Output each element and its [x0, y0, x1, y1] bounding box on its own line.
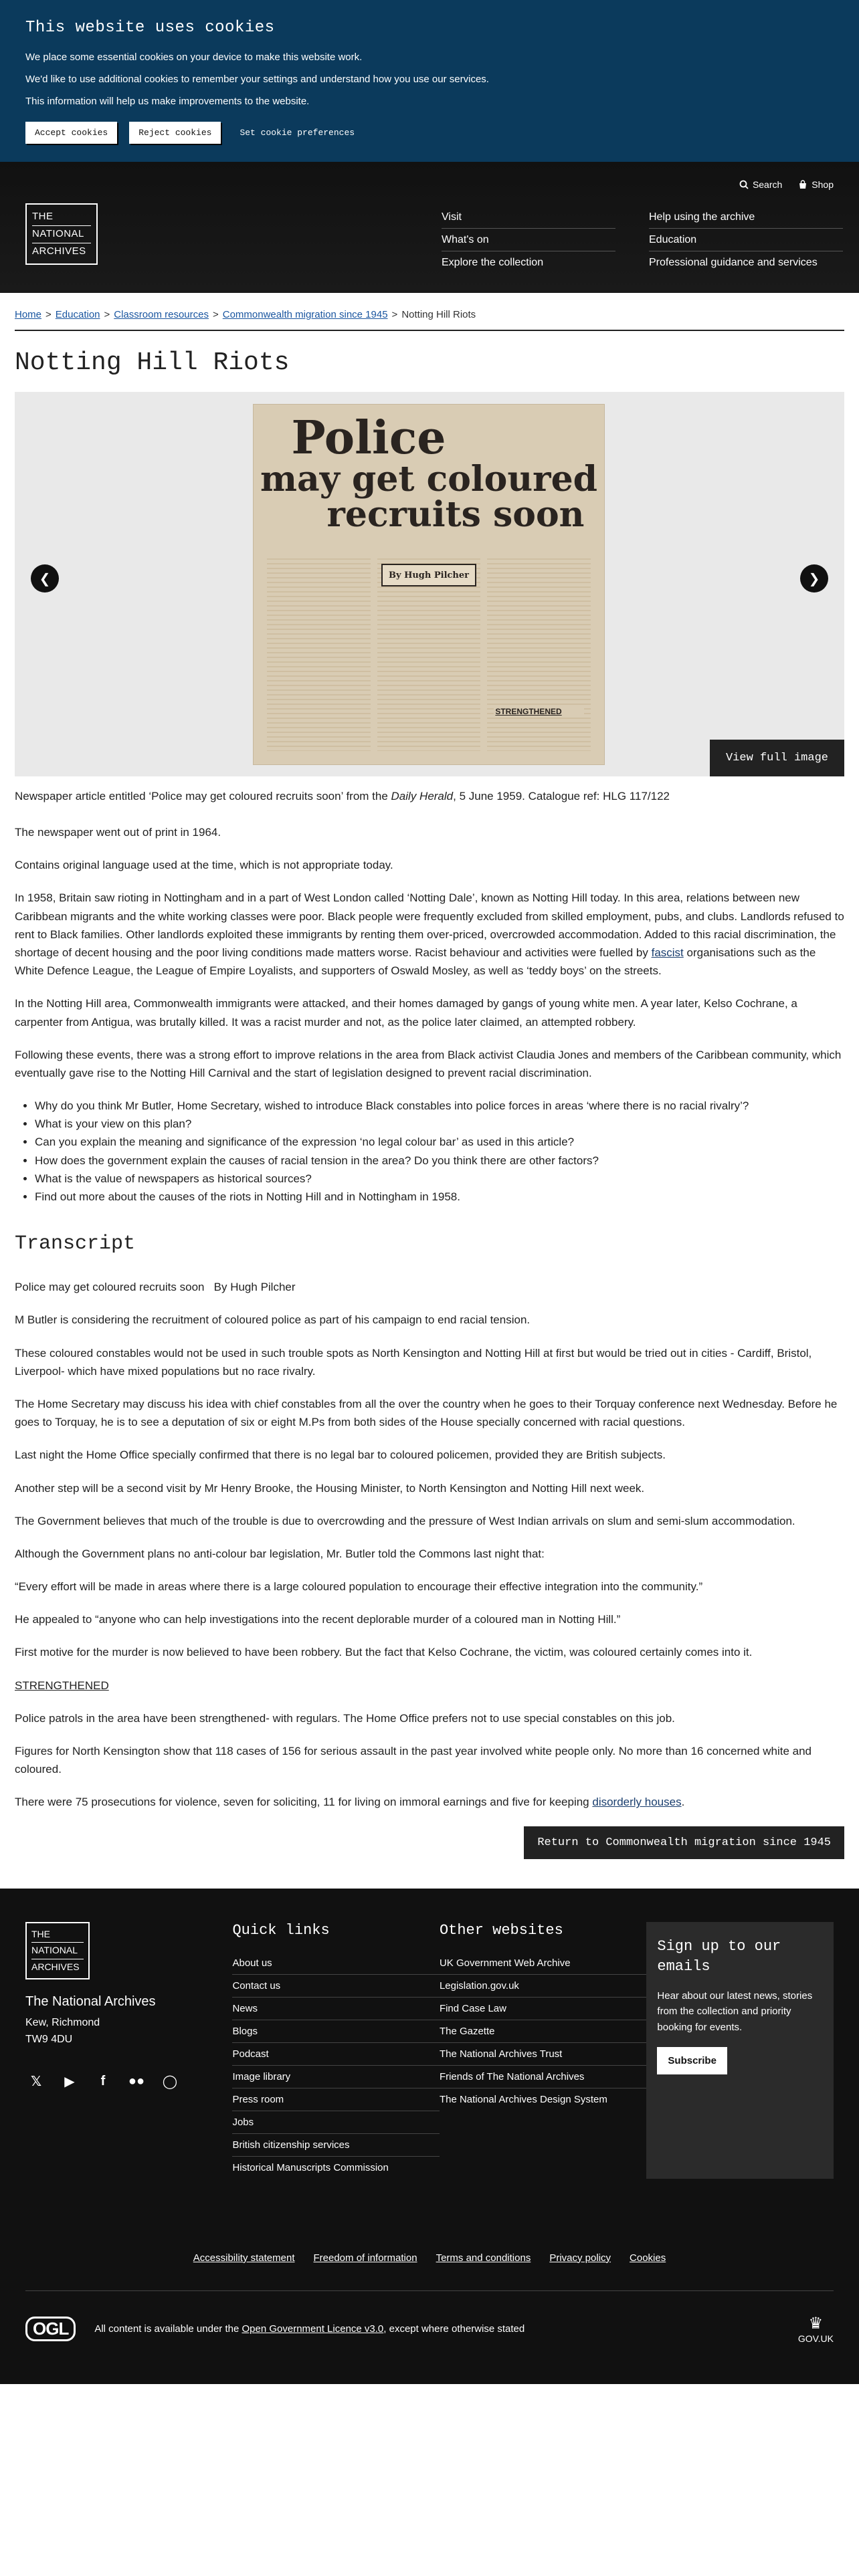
transcript-subhead: STRENGTHENED: [15, 1679, 109, 1692]
transcript-paragraph: Police patrols in the area have been strengthened- with regulars. The Home Office prefers not to use special constables on this job.: [15, 1711, 675, 1725]
page-title: Notting Hill Riots: [15, 348, 290, 377]
language-note: Contains original language used at the time, which is not appropriate today.: [15, 859, 393, 872]
footer-link[interactable]: Legislation.gov.uk: [440, 1975, 646, 1998]
legal-link[interactable]: Freedom of information: [313, 2252, 417, 2264]
breadcrumb-commonwealth-migration[interactable]: Commonwealth migration since 1945: [222, 309, 388, 320]
footer-link[interactable]: Image library: [232, 2066, 439, 2088]
context-paragraph: [15, 889, 844, 980]
transcript-paragraph: First motive for the murder is now believed to have been robbery. But the fact that Kelso Cochrane, the victim, was coloured certainly comes into it.: [15, 1646, 753, 1659]
breadcrumb-current: Notting Hill Riots: [401, 309, 476, 320]
breadcrumb-education[interactable]: Education: [55, 309, 100, 320]
accept-cookies-button[interactable]: Accept cookies: [25, 122, 117, 144]
newspaper-byline: By Hugh Pilcher: [381, 564, 477, 586]
caption-newspaper: Daily Herald: [391, 790, 454, 802]
transcript-paragraph: The Home Secretary may discuss his idea with chief constables from all the over the country when he goes to their Torquay conference next Wednesday. Before he goes to Torquay, he is to see a deputation of six or eight M.Ps from both sides of the House specially concerned with racial questions.: [15, 1397, 838, 1429]
signup-title: Sign up to our emails: [657, 1937, 781, 1975]
footer-link[interactable]: About us: [232, 1952, 439, 1975]
question-item: • What is your view on this plan?: [35, 1115, 844, 1133]
logo-line: NATIONAL: [31, 1943, 84, 1959]
question-item: • How does the government explain the causes of racial tension in the area? Do you think there are other factors?: [35, 1152, 844, 1170]
breadcrumb-separator: >: [212, 309, 219, 320]
paragraph-text: organisations such as the White Defence League, the League of Empire Loyalists, and supporters of Oswald Mosley, as well as ‘teddy boys’ on the streets.: [15, 946, 816, 978]
footer-link[interactable]: The Gazette: [440, 2020, 646, 2043]
transcript-paragraph: Although the Government plans no anti-colour bar legislation, Mr. Butler told the Commons last night that:: [15, 1547, 545, 1560]
headline-line: Police: [291, 411, 446, 465]
nav-item-explore[interactable]: Explore the collection: [442, 257, 544, 268]
shopping-bag-icon: [798, 180, 807, 189]
transcript-paragraph: Another step will be a second visit by Mr Henry Brooke, the Housing Minister, to North Kensington and Notting Hill next week.: [15, 1481, 645, 1495]
address-line: Kew, Richmond: [25, 2017, 100, 2029]
breadcrumb-separator: >: [45, 309, 52, 320]
nav-item-education[interactable]: Education: [649, 229, 843, 251]
licence-text: [94, 2323, 524, 2335]
return-button[interactable]: Return to Commonwealth migration since 1945: [524, 1826, 844, 1859]
cookie-preferences-link[interactable]: Set cookie preferences: [240, 128, 355, 138]
footer-link[interactable]: The National Archives Trust: [440, 2043, 646, 2066]
instagram-icon[interactable]: ◯: [162, 2074, 178, 2090]
crown-icon: ♛: [808, 2314, 824, 2333]
primary-nav-column-2: [649, 206, 843, 274]
question-item: • Find out more about the causes of the riots in Notting Hill and in Nottingham in 1958.: [35, 1188, 844, 1206]
logo-line: ARCHIVES: [31, 1961, 80, 1972]
quick-links-title: Quick links: [232, 1921, 330, 1939]
footer-link[interactable]: Find Case Law: [440, 1998, 646, 2020]
social-links: [25, 2071, 232, 2092]
footer-link[interactable]: Podcast: [232, 2043, 439, 2066]
utility-nav: [739, 179, 834, 190]
fascist-glossary-link[interactable]: fascist: [651, 946, 684, 959]
transcript-paragraph: These coloured constables would not be used in such trouble spots as North Kensington and Notting Hill at first but would be tried out in cities - Cardiff, Bristol, Liverpool- which have mixed populations but no race rivalry.: [15, 1346, 812, 1378]
licence-prefix: All content is available under the: [94, 2323, 242, 2335]
footer-link[interactable]: Historical Manuscripts Commission: [232, 2161, 389, 2173]
logo-line: THE: [31, 1927, 84, 1943]
question-item: • Why do you think Mr Butler, Home Secretary, wished to introduce Black constables into police forces in areas ‘where there is no racial rivalry’?: [35, 1097, 844, 1115]
footer-link[interactable]: Press room: [232, 2088, 439, 2111]
signup-text: Hear about our latest news, stories from the collection and priority booking for events.: [657, 1990, 813, 2033]
breadcrumb-separator: >: [391, 309, 398, 320]
footer-link[interactable]: Jobs: [232, 2111, 439, 2134]
govuk-logo[interactable]: [798, 2314, 834, 2344]
facebook-icon[interactable]: f: [100, 2074, 106, 2089]
shop-label: Shop: [812, 179, 834, 190]
caption-text: Newspaper article entitled ‘Police may get coloured recruits soon’ from the: [15, 790, 391, 802]
transcript-paragraph: [15, 1793, 844, 1811]
nav-item-professional[interactable]: Professional guidance and services: [649, 257, 818, 268]
reject-cookies-button[interactable]: Reject cookies: [129, 122, 221, 144]
question-item: • Can you explain the meaning and significance of the expression ‘no legal colour bar’ as used in this article?: [35, 1133, 844, 1151]
transcript-paragraph: Police may get coloured recruits soon By Hugh Pilcher: [15, 1281, 296, 1294]
paragraph-text: .: [681, 1796, 685, 1809]
search-link[interactable]: [739, 179, 782, 190]
nav-item-whats-on[interactable]: What's on: [442, 229, 615, 251]
footer-link[interactable]: Contact us: [232, 1975, 439, 1998]
transcript-paragraph: M Butler is considering the recruitment of coloured police as part of his campaign to end racial tension.: [15, 1313, 531, 1327]
logo-line: ARCHIVES: [32, 245, 86, 257]
context-paragraph: Following these events, there was a strong effort to improve relations in the area from Black activist Claudia Jones and members of the Caribbean community, which eventually gave rise to the Notting Hill Carnival and the start of legislation designed to prevent racial discrimination.: [15, 1048, 842, 1079]
transcript-paragraph: Figures for North Kensington show that 118 cases of 156 for serious assault in the past year involved white people only. No more than 16 concerned white and coloured.: [15, 1745, 812, 1776]
site-header: [0, 162, 859, 293]
search-icon: [739, 180, 749, 189]
headline-line: recruits soon: [326, 494, 585, 536]
headline-line: may get coloured: [260, 459, 598, 500]
out-of-print-note: The newspaper went out of print in 1964.: [15, 826, 221, 839]
cookie-title: This website uses cookies: [25, 19, 275, 37]
footer-link[interactable]: News: [232, 1998, 439, 2020]
x-twitter-icon[interactable]: 𝕏: [30, 2074, 42, 2090]
transcript-heading: Transcript: [15, 1232, 136, 1256]
return-wrap: [15, 1826, 844, 1859]
flickr-icon[interactable]: ●●: [128, 2074, 145, 2089]
breadcrumb-classroom-resources[interactable]: Classroom resources: [114, 309, 209, 320]
newspaper-image[interactable]: [253, 404, 605, 765]
chevron-right-icon: ❯: [808, 571, 820, 586]
footer-logo[interactable]: [25, 1922, 90, 1980]
footer-address: [25, 2015, 232, 2048]
nav-item-help[interactable]: Help using the archive: [649, 206, 843, 229]
transcript-paragraph: The Government believes that much of the trouble is due to overcrowding and the pressure of West Indian arrivals on slum and semi-slum accommodation.: [15, 1514, 795, 1527]
transcript-paragraph: Last night the Home Office specially confirmed that there is no legal bar to coloured policemen, provided they are British subjects.: [15, 1448, 666, 1462]
newspaper-headline: [254, 405, 604, 536]
cookie-buttons: [25, 122, 834, 144]
paragraph-text: There were 75 prosecutions for violence, seven for soliciting, 11 for living on immoral earnings and five for keeping: [15, 1796, 593, 1809]
breadcrumb-home[interactable]: Home: [15, 309, 42, 320]
cookie-line: We'd like to use additional cookies to remember your settings and understand how you use our services.: [25, 74, 489, 85]
view-full-image-button[interactable]: View full image: [710, 740, 844, 776]
footer-link[interactable]: British citizenship services: [232, 2134, 439, 2157]
licence-bar: [25, 2290, 834, 2344]
newspaper-subhead: STRENGTHENED: [494, 706, 584, 718]
ogl-logo: OGL: [25, 2317, 76, 2341]
footer-org: [25, 1922, 232, 2179]
legal-link[interactable]: Accessibility statement: [193, 2252, 295, 2264]
logo-line: NATIONAL: [32, 226, 91, 243]
paragraph-text: In 1958, Britain saw rioting in Nottingham and in a part of West London called ‘Notting Dale’, known as Notting Hill today. In this area, relations between new Caribbean migrants and the white working classes were poor. Black people were frequently excluded from skilled employment, pubs, and clubs. Landlords refused to rent to Black families. Other landlords exploited these immigrants by renting them over-priced, overcrowded accommodation. Added to this racial discrimination, the shortage of decent housing and the poor living conditions made matters worse. Racist behaviour and activities were fuelled by: [15, 891, 844, 959]
chevron-left-icon: ❮: [39, 571, 51, 586]
legal-link[interactable]: Privacy policy: [549, 2252, 611, 2264]
other-websites: [440, 1922, 646, 2179]
breadcrumb-separator: >: [104, 309, 110, 320]
legal-links: [25, 2252, 834, 2264]
cookie-line: This information will help us make improvements to the website.: [25, 96, 310, 107]
nav-item-visit[interactable]: Visit: [442, 206, 615, 229]
search-label: Search: [752, 179, 783, 190]
subscribe-button[interactable]: Subscribe: [657, 2047, 727, 2074]
primary-nav-column-1: [442, 206, 615, 274]
footer-link[interactable]: The National Archives Design System: [439, 2093, 607, 2105]
disorderly-houses-link[interactable]: disorderly houses: [592, 1796, 682, 1809]
footer-link[interactable]: UK Government Web Archive: [440, 1952, 646, 1975]
youtube-icon[interactable]: ▶: [64, 2074, 75, 2090]
shop-link[interactable]: [798, 179, 834, 190]
context-paragraph: In the Notting Hill area, Commonwealth immigrants were attacked, and their homes damaged by gangs of young white men. A year later, Kelso Cochrane, a carpenter from Antigua, was brutally killed. It was a racist murder and not, as the police later claimed, an attempted robbery.: [15, 997, 797, 1029]
email-signup: [646, 1922, 834, 2179]
next-image-button[interactable]: [800, 564, 828, 593]
breadcrumb: [15, 293, 844, 331]
legal-link[interactable]: Cookies: [630, 2252, 666, 2264]
address-line: TW9 4DU: [25, 2033, 73, 2045]
transcript-paragraph: He appealed to “anyone who can help investigations into the recent deplorable murder of a coloured man in Notting Hill.”: [15, 1613, 621, 1626]
newspaper-columns: [267, 558, 591, 751]
image-gallery: [15, 392, 844, 776]
footer-top: [25, 1922, 834, 2179]
footer-link[interactable]: Blogs: [232, 2020, 439, 2043]
logo-line: THE: [32, 209, 91, 226]
site-logo[interactable]: [25, 203, 98, 265]
question-item: • What is the value of newspapers as historical sources?: [35, 1170, 844, 1188]
footer-org-name: The National Archives: [25, 1994, 156, 2010]
newspaper-column: [267, 558, 371, 751]
newspaper-column: [377, 558, 481, 751]
image-caption: [15, 790, 844, 803]
licence-suffix: , except where otherwise stated: [383, 2323, 525, 2335]
questions-list: [35, 1097, 844, 1206]
cookie-banner: [0, 0, 859, 162]
govuk-label: GOV.UK: [797, 2333, 834, 2344]
transcript-paragraph: “Every effort will be made in areas where there is a large coloured population to encourage their effective integration into the community.”: [15, 1580, 703, 1594]
article-body: [15, 823, 844, 1812]
ogl-licence-link[interactable]: Open Government Licence v3.0: [242, 2323, 384, 2335]
footer-link[interactable]: Friends of The National Archives: [440, 2066, 646, 2088]
cookie-line: We place some essential cookies on your device to make this website work.: [25, 51, 363, 63]
caption-text: , 5 June 1959. Catalogue ref: HLG 117/122: [453, 790, 670, 802]
site-footer: [0, 1889, 859, 2384]
newspaper-column: [487, 558, 591, 751]
previous-image-button[interactable]: [31, 564, 59, 593]
legal-link[interactable]: Terms and conditions: [436, 2252, 531, 2264]
quick-links: [232, 1922, 439, 2179]
main-content: [0, 348, 859, 1859]
other-websites-title: Other websites: [439, 1921, 563, 1939]
